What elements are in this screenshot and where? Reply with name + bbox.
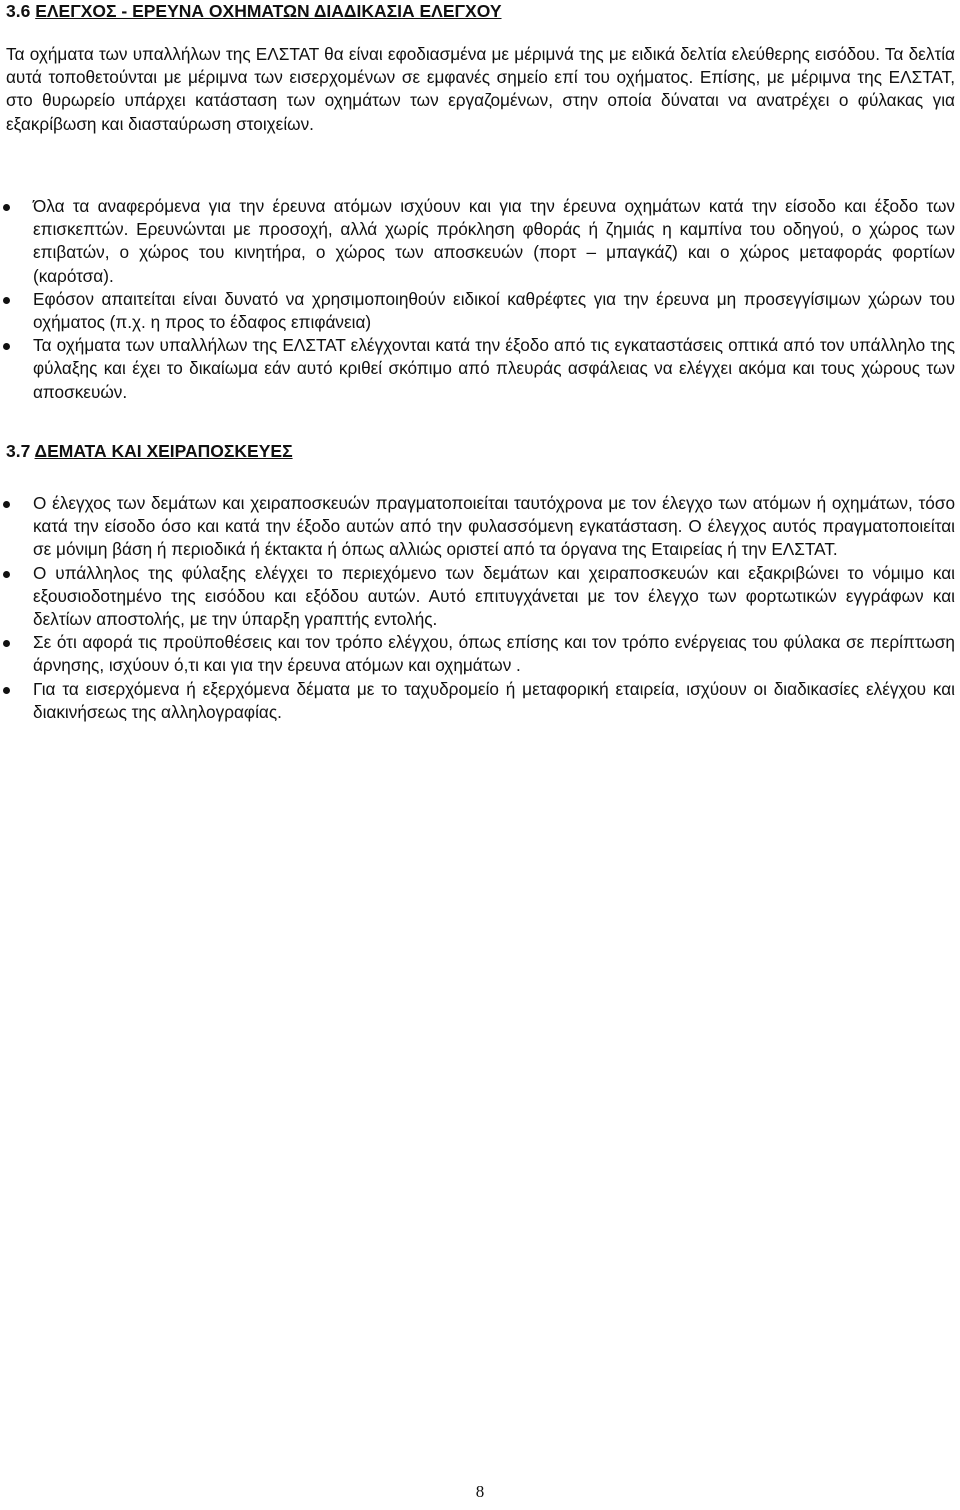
bullet-icon (3, 297, 10, 304)
list-item (0, 288, 955, 334)
bullet-icon (3, 204, 10, 211)
list-item-text: Σε ότι αφορά τις προϋποθέσεις και τον τρόπο ελέγχου, όπως επίσης και τον τρόπο ενέργειας του φύλακα σε περίπτωση άρνησης, ισχύουν ό,τι και για την έρευνα ατόμων και οχημάτων . (33, 632, 955, 676)
section-heading-3-6 (6, 0, 502, 22)
bullet-icon (3, 501, 10, 508)
bullet-icon (3, 687, 10, 694)
bullet-icon (3, 571, 10, 578)
section-number: 3.7 (6, 441, 31, 461)
section-number: 3.6 (6, 1, 31, 21)
list-item-text: Ο υπάλληλος της φύλαξης ελέγχει το περιεχόμενο των δεμάτων και χειραποσκευών και εξακριβώνει το νόμιμο και εξουσιοδοτημένο της εισόδου και εξόδου αυτών. Αυτό επιτυγχάνεται με τον έλεγχο των φορτωτικών εγγράφων και δελτίων αποστολής, με την ύπαρξη γραπτής εντολής. (33, 562, 955, 630)
section-3-6-bullet-list (0, 195, 955, 404)
list-item-text: Εφόσον απαιτείται είναι δυνατό να χρησιμοποιηθούν ειδικοί καθρέφτες για την έρευνα μη προσεγγίσιμων χώρων του οχήματος (π.χ. η προς το έδαφος επιφάνεια) (33, 288, 955, 333)
section-intro-paragraph: Τα οχήματα των υπαλλήλων της ΕΛΣΤΑΤ θα είναι εφοδιασμένα με μέριμνά της με ειδικά δελτία ελεύθερης εισόδου. Τα δελτία αυτά τοποθετούνται με μέριμνα των εισερχομένων σε εμφανές σημείο επί του οχήματος. Επίσης, με μέριμνα της ΕΛΣΤΑΤ, στο θυρωρείο υπάρχει κατάσταση των οχημάτων των εργαζομένων, στην οποία δύναται να ανατρέχει ο φύλακας για εξακρίβωση και διασταύρωση στοιχείων. (6, 44, 955, 134)
section-3-7-bullet-list (0, 492, 955, 724)
section-title: ΔΕΜΑΤΑ ΚΑΙ ΧΕΙΡΑΠΟΣΚΕΥΕΣ (34, 441, 293, 461)
list-item-text: Όλα τα αναφερόμενα για την έρευνα ατόμων ισχύουν και για την έρευνα οχημάτων κατά την είσοδο και έξοδο των επισκεπτών. Ερευνώνται με προσοχή, αλλά χωρίς πρόκληση φθοράς ή ζημιάς η καμπίνα του οδηγού, ο χώρος των επιβατών, ο χώρος του κινητήρα, ο χώρος των αποσκευών (πορτ – μπαγκάζ) και ο χώρος μεταφοράς φορτίων (καρότσα). (33, 196, 955, 286)
section-heading-3-7 (6, 440, 293, 462)
list-item (0, 492, 955, 562)
list-item-text: Τα οχήματα των υπαλλήλων της ΕΛΣΤΑΤ ελέγχονται κατά την έξοδο από τις εγκαταστάσεις οπτικά από τον υπάλληλο της φύλαξης και έχει το δικαίωμα εάν αυτό κριθεί σκόπιμο από πλευράς ασφάλειας να ελέγχει ακόμα και τους χώρους των αποσκευών. (33, 335, 955, 402)
list-item (0, 678, 955, 724)
page-number: 8 (475, 1482, 485, 1501)
list-item (0, 195, 955, 288)
list-item-text: Ο έλεγχος των δεμάτων και χειραποσκευών πραγματοποιείται ταυτόχρονα με τον έλεγχο των ατόμων ή οχημάτων, τόσο κατά την είσοδο όσο και κατά την έξοδο αυτών από την φυλασσόμενη εγκατάσταση. Ο έλεγχος αυτός πραγματοποιείται σε μόνιμη βάση ή περιοδικά ή έκτακτα ή όπως αλλιώς οριστεί από τα όργανα της Εταιρείας ή την ΕΛΣΤΑΤ. (33, 493, 955, 560)
section-title: ΕΛΕΓΧΟΣ - ΕΡΕΥΝΑ ΟΧΗΜΑΤΩΝ ΔΙΑΔΙΚΑΣΙΑ ΕΛΕΓΧΟΥ (35, 1, 502, 21)
list-item (0, 631, 955, 677)
list-item-text: Για τα εισερχόμενα ή εξερχόμενα δέματα με το ταχυδρομείο ή μεταφορική εταιρεία, ισχύουν οι διαδικασίες ελέγχου και διακινήσεως της αλληλογραφίας. (33, 678, 955, 722)
list-item (0, 334, 955, 404)
bullet-icon (3, 640, 10, 647)
list-item (0, 562, 955, 632)
bullet-icon (3, 343, 10, 350)
